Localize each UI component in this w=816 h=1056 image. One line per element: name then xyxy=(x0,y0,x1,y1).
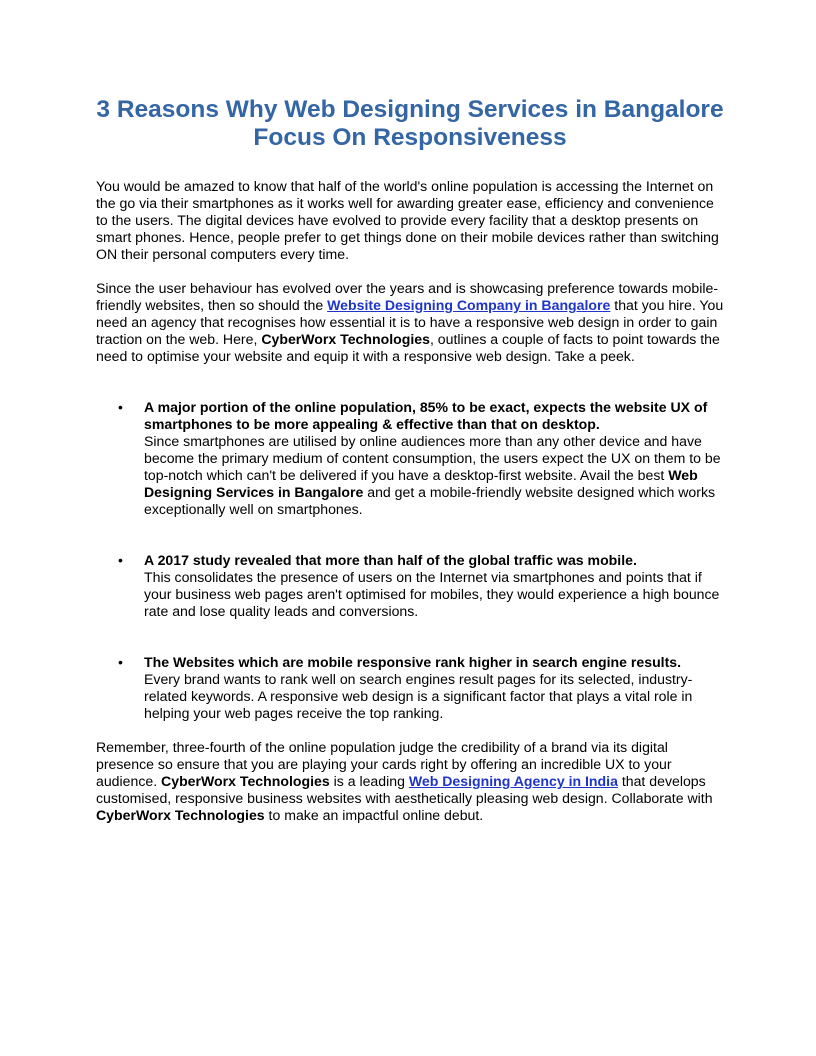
closing-text-2: is a leading xyxy=(329,773,409,789)
bullet-body: This consolidates the presence of users on the Internet via smartphones and points that if your business web pages aren't optimised for mobiles, they would experience a high bounce rate and lose quality leads and conversions. xyxy=(144,569,720,619)
bullet-body: Every brand wants to rank well on search engines result pages for its selected, industry-related keywords. A responsive web design is a significant factor that plays a vital role in helping your web pages receive the top ranking. xyxy=(144,671,693,721)
second-paragraph xyxy=(96,280,724,365)
bullet-heading: The Websites which are mobile responsive rank higher in search engine results. xyxy=(144,654,682,670)
closing-text-4: to make an impactful online debut. xyxy=(264,807,484,823)
second-paragraph-text-2: that you hire. You need an agency that recognises how essential it is to have a responsive web design in order to gain traction on the web. Here, xyxy=(96,297,724,347)
bullet-heading: A 2017 study revealed that more than half of the global traffic was mobile. xyxy=(144,552,637,568)
intro-paragraph: You would be amazed to know that half of the world's online population is accessing the Internet on the go via their smartphones as it works well for awarding greater ease, efficiency and convenience to the users. The digital devices have evolved to provide every facility that a desktop presents on smart phones. Hence, people prefer to get things done on their mobile devices rather than switching ON their personal computers every time. xyxy=(96,178,719,262)
document-page xyxy=(96,96,724,824)
second-paragraph-text-3: , outlines a couple of facts to point towards the need to optimise your website and equip it with a responsive web design. Take a peek. xyxy=(96,331,720,364)
reasons-list xyxy=(96,399,724,722)
list-item xyxy=(96,654,724,722)
website-designing-company-link[interactable]: Website Designing Company in Bangalore xyxy=(327,297,611,313)
page-title: 3 Reasons Why Web Designing Services in Bangalore Focus On Responsiveness xyxy=(96,96,724,151)
bullet-heading: A major portion of the online population, 85% to be exact, expects the website UX of smartphones to be more appealing & effective than that on desktop. xyxy=(144,399,708,432)
bullet-body-text-1: Since smartphones are utilised by online audiences more than any other device and have become the primary medium of content consumption, the users expect the UX on them to be top-notch which can't be delivered if you have a desktop-first website. Avail the best xyxy=(144,433,721,483)
brand-name: CyberWorx Technologies xyxy=(261,331,430,347)
bullet-body xyxy=(144,433,724,518)
list-item xyxy=(96,399,724,518)
bullet-icon: • xyxy=(118,654,123,670)
web-designing-agency-link[interactable]: Web Designing Agency in India xyxy=(408,773,618,789)
bullet-body-text-2: and get a mobile-friendly website designed which works exceptionally well on smartphones. xyxy=(144,484,716,517)
closing-paragraph xyxy=(96,739,724,824)
brand-name: CyberWorx Technologies xyxy=(161,773,330,789)
brand-name: CyberWorx Technologies xyxy=(96,807,265,823)
closing-text-1: Remember, three-fourth of the online population judge the credibility of a brand via its digital presence so ensure that you are playing your cards right by offering an incredible UX to your audience. xyxy=(96,739,672,789)
bullet-icon: • xyxy=(118,399,123,415)
list-item xyxy=(96,552,724,620)
bullet-icon: • xyxy=(118,552,123,568)
second-paragraph-text-1: Since the user behaviour has evolved over the years and is showcasing preference towards mobile-friendly websites, then so should the xyxy=(96,280,719,313)
closing-text-3: that develops customised, responsive business websites with aesthetically pleasing web design. Collaborate with xyxy=(96,773,713,806)
bullet-body-bold: Web Designing Services in Bangalore xyxy=(144,467,698,500)
